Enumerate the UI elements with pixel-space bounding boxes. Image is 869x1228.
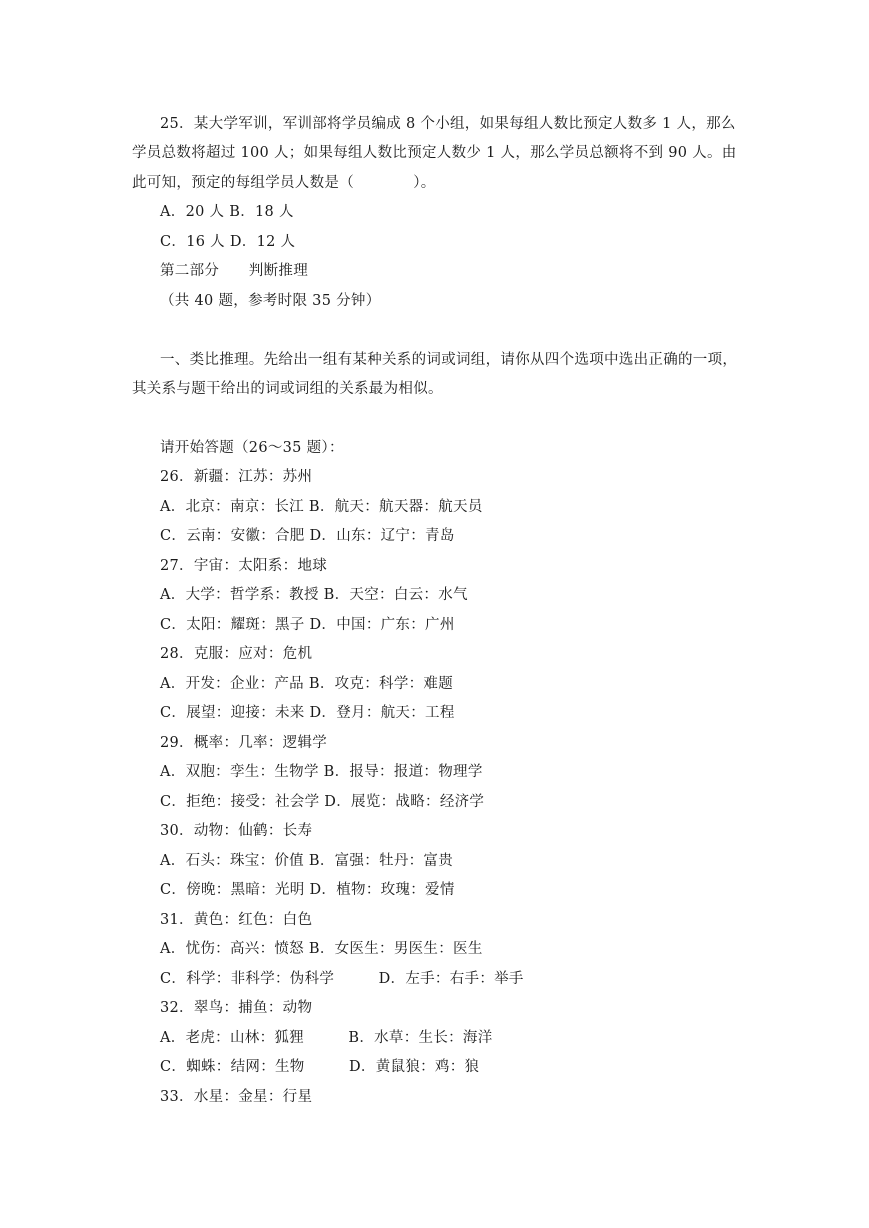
question-options-cd: C．拒绝：接受：社会学 D．展览：战略：经济学 bbox=[160, 794, 485, 810]
section-title: 第二部分 判断推理 bbox=[160, 263, 308, 279]
question-options-ab: A．开发：企业：产品 B．攻克：科学：难题 bbox=[160, 676, 454, 692]
question-options-cd: C．科学：非科学：伪科学 D．左手：右手：举手 bbox=[160, 971, 524, 987]
question-stem: 27．宇宙：太阳系：地球 bbox=[160, 558, 328, 574]
question-options-cd: C．蜘蛛：结网：生物 D．黄鼠狼：鸡：狼 bbox=[160, 1059, 480, 1075]
question-options-cd: C．展望：迎接：未来 D．登月：航天：工程 bbox=[160, 705, 455, 721]
question-options-ab: A．忧伤：高兴：愤怒 B．女医生：男医生：医生 bbox=[160, 941, 483, 957]
question-stem: 29．概率：几率：逻辑学 bbox=[160, 735, 328, 751]
question-options-ab: A．北京：南京：长江 B．航天：航天器：航天员 bbox=[160, 499, 483, 515]
q25-options-ab: A．20 人 B．18 人 bbox=[160, 204, 294, 220]
question-options-cd: C．傍晚：黑暗：光明 D．植物：玫瑰：爱情 bbox=[160, 882, 455, 898]
question-stem: 28．克服：应对：危机 bbox=[160, 646, 313, 662]
question-options-ab: A．石头：珠宝：价值 B．富强：牡丹：富贵 bbox=[160, 853, 454, 869]
question-options-ab: A．双胞：孪生：生物学 B．报导：报道：物理学 bbox=[160, 764, 483, 780]
analogy-intro-line-2: 其关系与题干给出的词或词组的关系最为相似。 bbox=[132, 381, 443, 397]
q25-line-2: 学员总数将超过 100 人；如果每组人数比预定人数少 1 人，那么学员总额将不到 90 人。由 bbox=[132, 145, 737, 161]
question-options-ab: A．老虎：山林：狐狸 B．水草：生长：海洋 bbox=[160, 1030, 493, 1046]
q25-line-1: 25．某大学军训，军训部将学员编成 8 个小组，如果每组人数比预定人数多 1 人，那么 bbox=[160, 116, 736, 132]
analogy-intro-line-1: 一、类比推理。先给出一组有某种关系的词或词组，请你从四个选项中选出正确的一项， bbox=[160, 352, 738, 368]
question-stem: 30．动物：仙鹤：长寿 bbox=[160, 823, 313, 839]
q25-options-cd: C．16 人 D．12 人 bbox=[160, 234, 296, 250]
question-stem: 26．新疆：江苏：苏州 bbox=[160, 469, 313, 485]
question-options-ab: A．大学：哲学系：教授 B．天空：白云：水气 bbox=[160, 587, 468, 603]
question-options-cd: C．云南：安徽：合肥 D．山东：辽宁：青岛 bbox=[160, 528, 455, 544]
question-options-cd: C．太阳：耀斑：黑子 D．中国：广东：广州 bbox=[160, 617, 455, 633]
question-stem: 32．翠鸟：捕鱼：动物 bbox=[160, 1000, 313, 1016]
question-stem: 31．黄色：红色：白色 bbox=[160, 912, 313, 928]
q25-line-3: 此可知，预定的每组学员人数是（ ）。 bbox=[132, 175, 436, 191]
start-instruction: 请开始答题（26～35 题）： bbox=[160, 440, 344, 456]
section-note: （共 40 题，参考时限 35 分钟） bbox=[160, 293, 381, 309]
question-stem: 33．水星：金星：行星 bbox=[160, 1089, 313, 1105]
